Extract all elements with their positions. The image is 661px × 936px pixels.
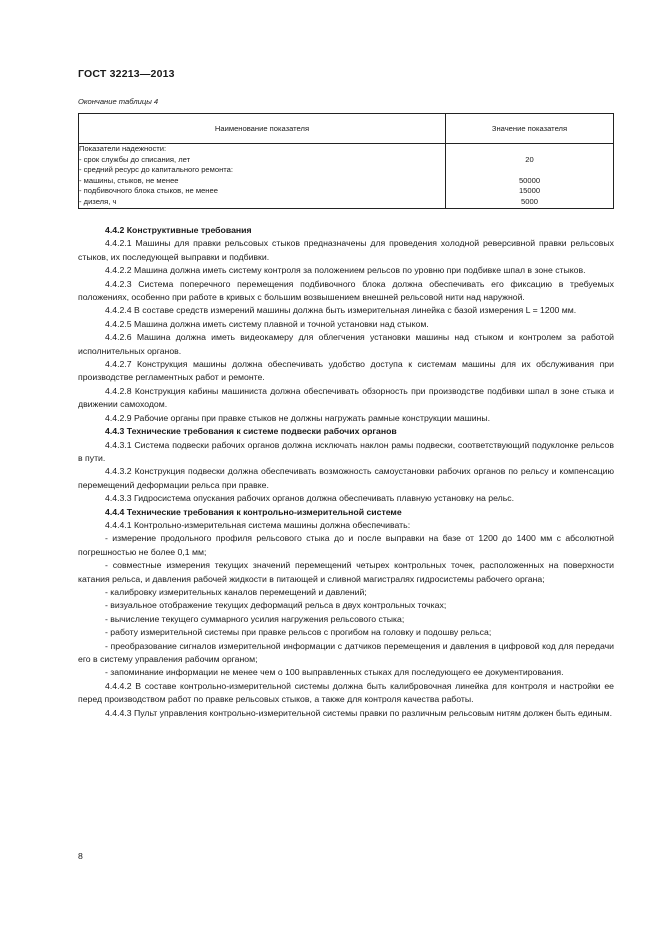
indicator-value: 5000 (521, 196, 538, 206)
section-heading: 4.4.3 Технические требования к системе подвески рабочих органов (105, 426, 397, 437)
column-header-value: Значение показателя (446, 114, 614, 144)
indicator-value (446, 144, 613, 155)
section-heading: 4.4.4 Технические требования к контрольно-измерительной системе (105, 506, 402, 517)
section-heading: 4.4.2 Конструктивные требования (105, 225, 252, 235)
indicators-table (78, 113, 614, 209)
table-header-row (79, 114, 614, 144)
paragraph: 4.4.3.1 Система подвески рабочих органов должна исключать наклон рамы подвески, соответствующий подуклонке рельсов в пути. (78, 439, 614, 463)
paragraph: - работу измерительной системы при правке рельсов с прогибом на головку и подошву рельса; (105, 627, 492, 638)
indicator-value (446, 165, 613, 176)
paragraph: 4.4.2.1 Машины для правки рельсовых стыков предназначены для проведения холодной реверсивной правки рельсовых стыков, их последующей выправки и подбивки. (78, 238, 614, 262)
indicator-value: 15000 (518, 186, 541, 196)
paragraph: 4.4.4.2 В составе контрольно-измерительной системы должна быть калибровочная линейка для контроля и настройки ее перед производством работ по правке рельсовых стыков, а также для контроля качества работы. (78, 680, 614, 705)
indicator-name: - средний ресурс до капитального ремонта: (79, 165, 234, 175)
indicator-name: - срок службы до списания, лет (79, 154, 191, 164)
indicator-name: - машины, стыков, не менее (79, 175, 179, 185)
paragraph: 4.4.2.3 Система поперечного перемещения подбивочного блока должна обеспечивать его фиксацию в требуемых положениях, особенно при работе в кривых с большим возвышением внешней рельсовой нити над наружной. (78, 278, 614, 303)
paragraph: - визуальное отображение текущих деформаций рельса в двух контрольных точках; (105, 600, 447, 611)
paragraph: 4.4.4.1 Контрольно-измерительная система машины должна обеспечивать: (105, 519, 411, 530)
page-number: 8 (78, 851, 83, 861)
paragraph: - совместные измерения текущих значений перемещений четырех контрольных точек, расположенных на поверхности катания рельса, и давления рабочей жидкости в питающей и сливной магистралях гидросистемы рабочего органа; (78, 560, 614, 584)
paragraph: - запоминание информации не менее чем о 100 выправленных стыках для последующего ее документирования. (105, 667, 564, 678)
indicator-name: - подбивочного блока стыков, не менее (79, 186, 218, 196)
paragraph: 4.4.2.6 Машина должна иметь видеокамеру для облегчения установки машины над стыком и контролем за работой исполнительных органов. (78, 332, 614, 356)
indicator-value: 20 (525, 154, 534, 164)
paragraph: 4.4.2.8 Конструкция кабины машиниста должна обеспечивать обзорность при производстве подбивки шпал в зоне стыка и движении самоходом. (78, 385, 614, 410)
table-body-row (79, 144, 614, 209)
paragraph: 4.4.2.9 Рабочие органы при правке стыков не должны нагружать рамные конструкции машины. (105, 412, 491, 423)
names-cell (79, 144, 446, 209)
paragraph: 4.4.2.4 В составе средств измерений машины должна быть измерительная линейка с базой измерения L = 1200 мм. (105, 305, 577, 316)
paragraph: 4.4.4.3 Пульт управления контрольно-измерительной системы правки по различным рельсовым нитям должен быть единым. (105, 707, 612, 718)
indicator-name: Показатели надежности: (79, 144, 167, 153)
paragraph: - калибровку измерительных каналов перемещений и давлений; (105, 586, 367, 597)
paragraph: 4.4.2.2 Машина должна иметь систему контроля за положением рельсов по уровню при подбивке шпал в зоне стыков. (105, 265, 586, 276)
paragraph: - измерение продольного профиля рельсового стыка до и после выправки на базе от 1200 до 1400 мм с абсолютной погрешностью не более 0,1 мм; (78, 533, 614, 557)
indicator-value: 50000 (518, 175, 541, 185)
paragraph: 4.4.2.5 Машина должна иметь систему плавной и точной установки над стыком. (105, 318, 429, 329)
column-header-name: Наименование показателя (79, 114, 446, 144)
paragraph: 4.4.3.2 Конструкция подвески должна обеспечивать возможность самоустановки рабочих органов по рельсу и компенсацию перемещений деформации рельса при правке. (78, 466, 614, 490)
paragraph: 4.4.2.7 Конструкция машины должна обеспечивать удобство доступа к системам машины для их обслуживания при производстве регламентных работ и ремонте. (78, 359, 614, 383)
document-header: ГОСТ 32213—2013 (78, 68, 175, 80)
paragraph: - преобразование сигналов измерительной информации с датчиков перемещения и давления в цифровой код для передачи его в систему управления рабочим органом; (78, 640, 614, 664)
document-body (78, 224, 614, 720)
values-cell (446, 144, 614, 209)
indicator-name: - дизеля, ч (79, 196, 117, 206)
paragraph: - вычисление текущего суммарного усилия нагружения рельсового стыка; (105, 613, 405, 624)
table-caption: Окончание таблицы 4 (78, 97, 159, 106)
paragraph: 4.4.3.3 Гидросистема опускания рабочих органов должна обеспечивать плавную установку на рельс. (105, 493, 515, 504)
